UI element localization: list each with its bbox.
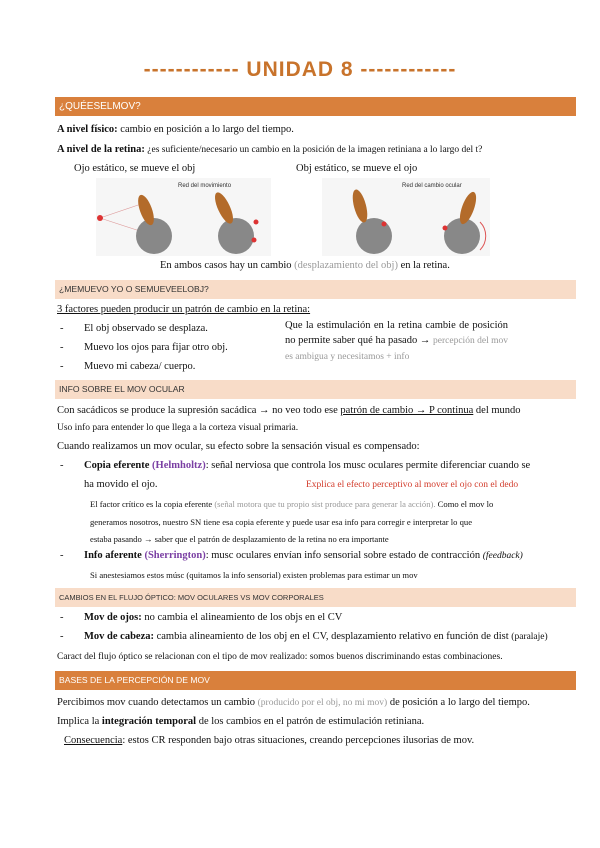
eye-finger-note: Explica el efecto perceptivo al mover el ojo con el dedo [306,480,519,490]
section-heading-bases-percepcion: BASES DE LA PERCEPCIÓN DE MOV [55,671,576,690]
temporal-integration-line: Implica la integración temporal de los cambios en el patrón de estimulación retiniana. [57,716,425,727]
illustration-label: Red del cambio ocular [402,183,462,189]
retina-level-line: A nivel de la retina: ¿es suficiente/necesario un cambio en la posición de la imagen retiniana a lo largo del t? [57,144,483,155]
info-usage-line: Uso info para entender lo que llega a la corteza visual primaria. [57,423,299,433]
page-title: ------------ UNIDAD 8 ------------ [143,58,457,81]
optic-flow-footer: Caract del flujo óptico se relacionan con el tipo de mov realizado: somos buenos discriminando estas combinaciones. [57,652,503,662]
afferent-detail: Si anestesiamos estos músc (quitamos la info sensorial) existen problemas para estimar un mov [90,570,418,580]
efferent-copy-item: - Copia eferente (Helmholtz): señal nerviosa que controla los musc oculares permite diferenciar cuando se [60,460,531,471]
section-heading-flujo-optico: CAMBIOS EN EL FLUJO ÓPTICO: MOV OCULARES VS MOV CORPORALES [55,588,576,607]
caption-left: Ojo estático, se mueve el obj [74,163,196,174]
section-heading-me-muevo: ¿MEMUEVO YO O SEMUEVEELOBJ? [55,280,576,299]
section-heading-que-es-mov: ¿QUÉESELMOV? [55,97,576,116]
head-movement-item: - Mov de cabeza: cambia alineamiento de los obj en el CV, desplazamiento relativo en función de dist (paralaje) [60,631,548,642]
saccadic-suppression-line: Con sacádicos se produce la supresión sacádica → no veo todo ese patrón de cambio → P continua del mundo [57,405,521,416]
list-item: - Muevo los ojos para fijar otro obj. [60,342,228,353]
section-heading-info-mov-ocular: INFO SOBRE EL MOV OCULAR [55,380,576,399]
both-cases-summary: En ambos casos hay un cambio (desplazamiento del obj) en la retina. [160,260,450,271]
eye-movement-item: - Mov de ojos: no cambia el alineamiento de los objs en el CV [60,612,343,623]
afferent-info-item: - Info aferente (Sherrington): musc oculares envían info sensorial sobre estado de contracción (feedback) [60,550,523,561]
perception-definition: Percibimos mov cuando detectamos un cambio (producido por el obj, no mi mov) de posición a lo largo del tiempo. [57,697,530,708]
physical-level-line: A nivel físico: cambio en posición a lo largo del tiempo. [57,124,294,135]
efferent-detail-2: generamos nosotros, nuestro SN tiene esa copia eferente y puede usar esa info para corregir e interpretar lo que [90,517,473,527]
three-factors-intro: 3 factores pueden producir un patrón de cambio en la retina: [57,304,311,315]
consequence-line: Consecuencia: estos CR responden bajo otras situaciones, creando percepciones ilusorias de mov. [64,735,475,746]
list-item: - Muevo mi cabeza/ cuerpo. [60,361,196,372]
illustration-object-moves [96,178,271,256]
efferent-copy-continuation: ha movido el ojo. [84,479,158,490]
efferent-detail-3: estaba pasando → saber que el patrón de desplazamiento de la retina no era importante [90,534,389,544]
compensation-line: Cuando realizamos un mov ocular, su efecto sobre la sensación visual es compensado: [57,441,420,452]
ambiguity-note: Que la estimulación en la retina cambie de posición no permite saber qué ha pasado → percepción del mov es ambigua y necesitamos + info [285,320,509,362]
illustration-label: Red del movimiento [178,183,232,189]
caption-right: Obj estático, se mueve el ojo [296,163,418,174]
efferent-detail-1: El factor crítico es la copia eferente (señal motora que tu propio sist produce para generar la acción). Como el mov lo [90,499,494,509]
illustration-eye-moves [322,178,490,256]
list-item: - El obj observado se desplaza. [60,323,208,334]
